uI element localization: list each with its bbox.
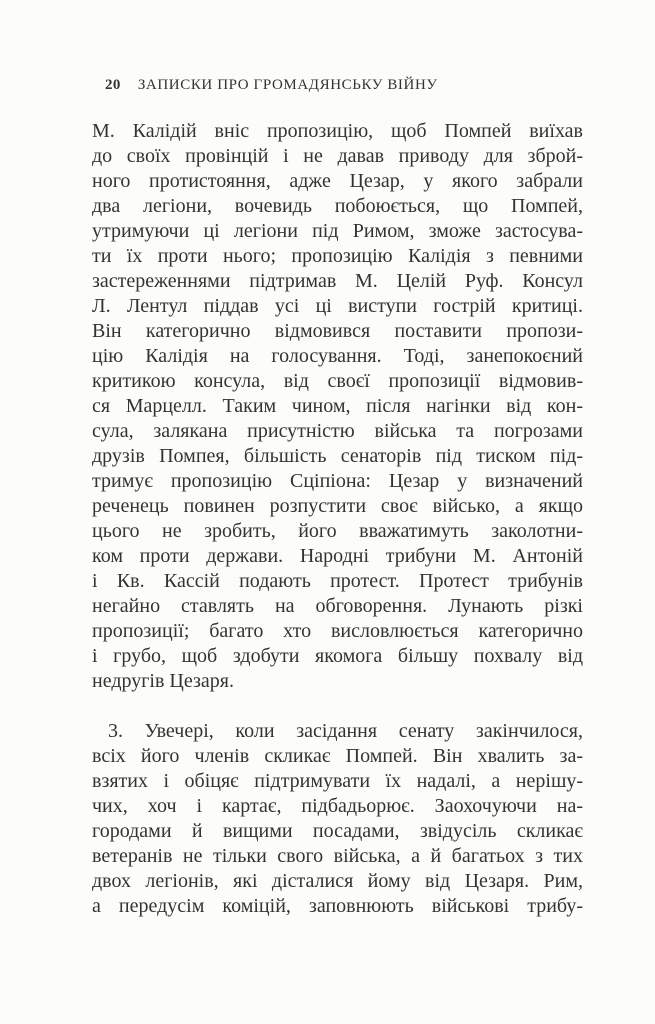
- text-line: цього не зробить, його вважатимуть заколотни-: [92, 520, 583, 542]
- running-head: [105, 77, 438, 94]
- text-line: ком проти держави. Народні трибуни М. Антоній: [92, 545, 583, 567]
- text-line: всіх його членів скликає Помпей. Він хвалить за-: [92, 745, 583, 767]
- text-line: до своїх провінцій і не давав приводу для зброй-: [92, 145, 583, 167]
- text-line: застереженнями підтримав М. Целій Руф. Консул: [92, 270, 583, 292]
- text-line: взятих і обіцяє підтримувати їх надалі, а нерішу-: [92, 770, 583, 792]
- running-title: ЗАПИСКИ ПРО ГРОМАДЯНСЬКУ ВІЙНУ: [137, 77, 438, 93]
- text-line: цію Калідія на голосування. Тоді, занепокоєний: [92, 345, 583, 367]
- text-line: а передусім коміцій, заповнюють військові трибу-: [92, 895, 583, 917]
- text-line: ного протистояння, адже Цезар, у якого забрали: [92, 170, 583, 192]
- text-line: два легіони, вочевидь побоюється, що Помпей,: [92, 195, 583, 217]
- text-line: 3. Увечері, коли засідання сенату закінчилося,: [108, 720, 583, 742]
- text-line: реченець повинен розпустити своє військо, а якщо: [92, 495, 583, 517]
- text-line: негайно ставлять на обговорення. Лунають різкі: [92, 595, 583, 617]
- text-line: М. Калідій вніс пропозицію, щоб Помпей виїхав: [92, 120, 583, 142]
- text-line: Він категорично відмовився поставити пропози-: [92, 320, 583, 342]
- text-line: Л. Лентул піддав усі ці виступи гострій критиці.: [92, 295, 583, 317]
- text-line: друзів Помпея, більшість сенаторів під тиском під-: [92, 445, 583, 467]
- text-line: недругів Цезаря.: [92, 670, 234, 692]
- text-block: [92, 119, 583, 919]
- text-line: і грубо, щоб здобути якомога більшу похвалу від: [92, 645, 583, 667]
- text-line: ти їх проти нього; пропозицію Калідія з певними: [92, 245, 583, 267]
- text-line: двох легіонів, які дісталися йому від Цезаря. Рим,: [92, 870, 583, 892]
- text-line: ветеранів не тільки свого війська, а й багатьох з тих: [92, 845, 583, 867]
- text-line: утримуючи ці легіони під Римом, зможе застосува-: [92, 220, 583, 242]
- text-line: критикою консула, від своєї пропозиції відмовив-: [92, 370, 583, 392]
- text-line: і Кв. Кассій подають протест. Протест трибунів: [92, 570, 583, 592]
- paragraph: [92, 119, 583, 694]
- text-line: городами й вищими посадами, звідусіль скликає: [92, 820, 583, 842]
- text-line: ся Марцелл. Таким чином, після нагінки від кон-: [92, 395, 583, 417]
- page-number: 20: [105, 77, 121, 93]
- paragraph: [92, 719, 583, 919]
- text-line: сула, залякана присутністю війська та погрозами: [92, 420, 583, 442]
- text-line: пропозиції; багато хто висловлюється категорично: [92, 620, 583, 642]
- text-line: чих, хоч і картає, підбадьорює. Заохочуючи на-: [92, 795, 583, 817]
- text-line: тримує пропозицію Сціпіона: Цезар у визначений: [92, 470, 583, 492]
